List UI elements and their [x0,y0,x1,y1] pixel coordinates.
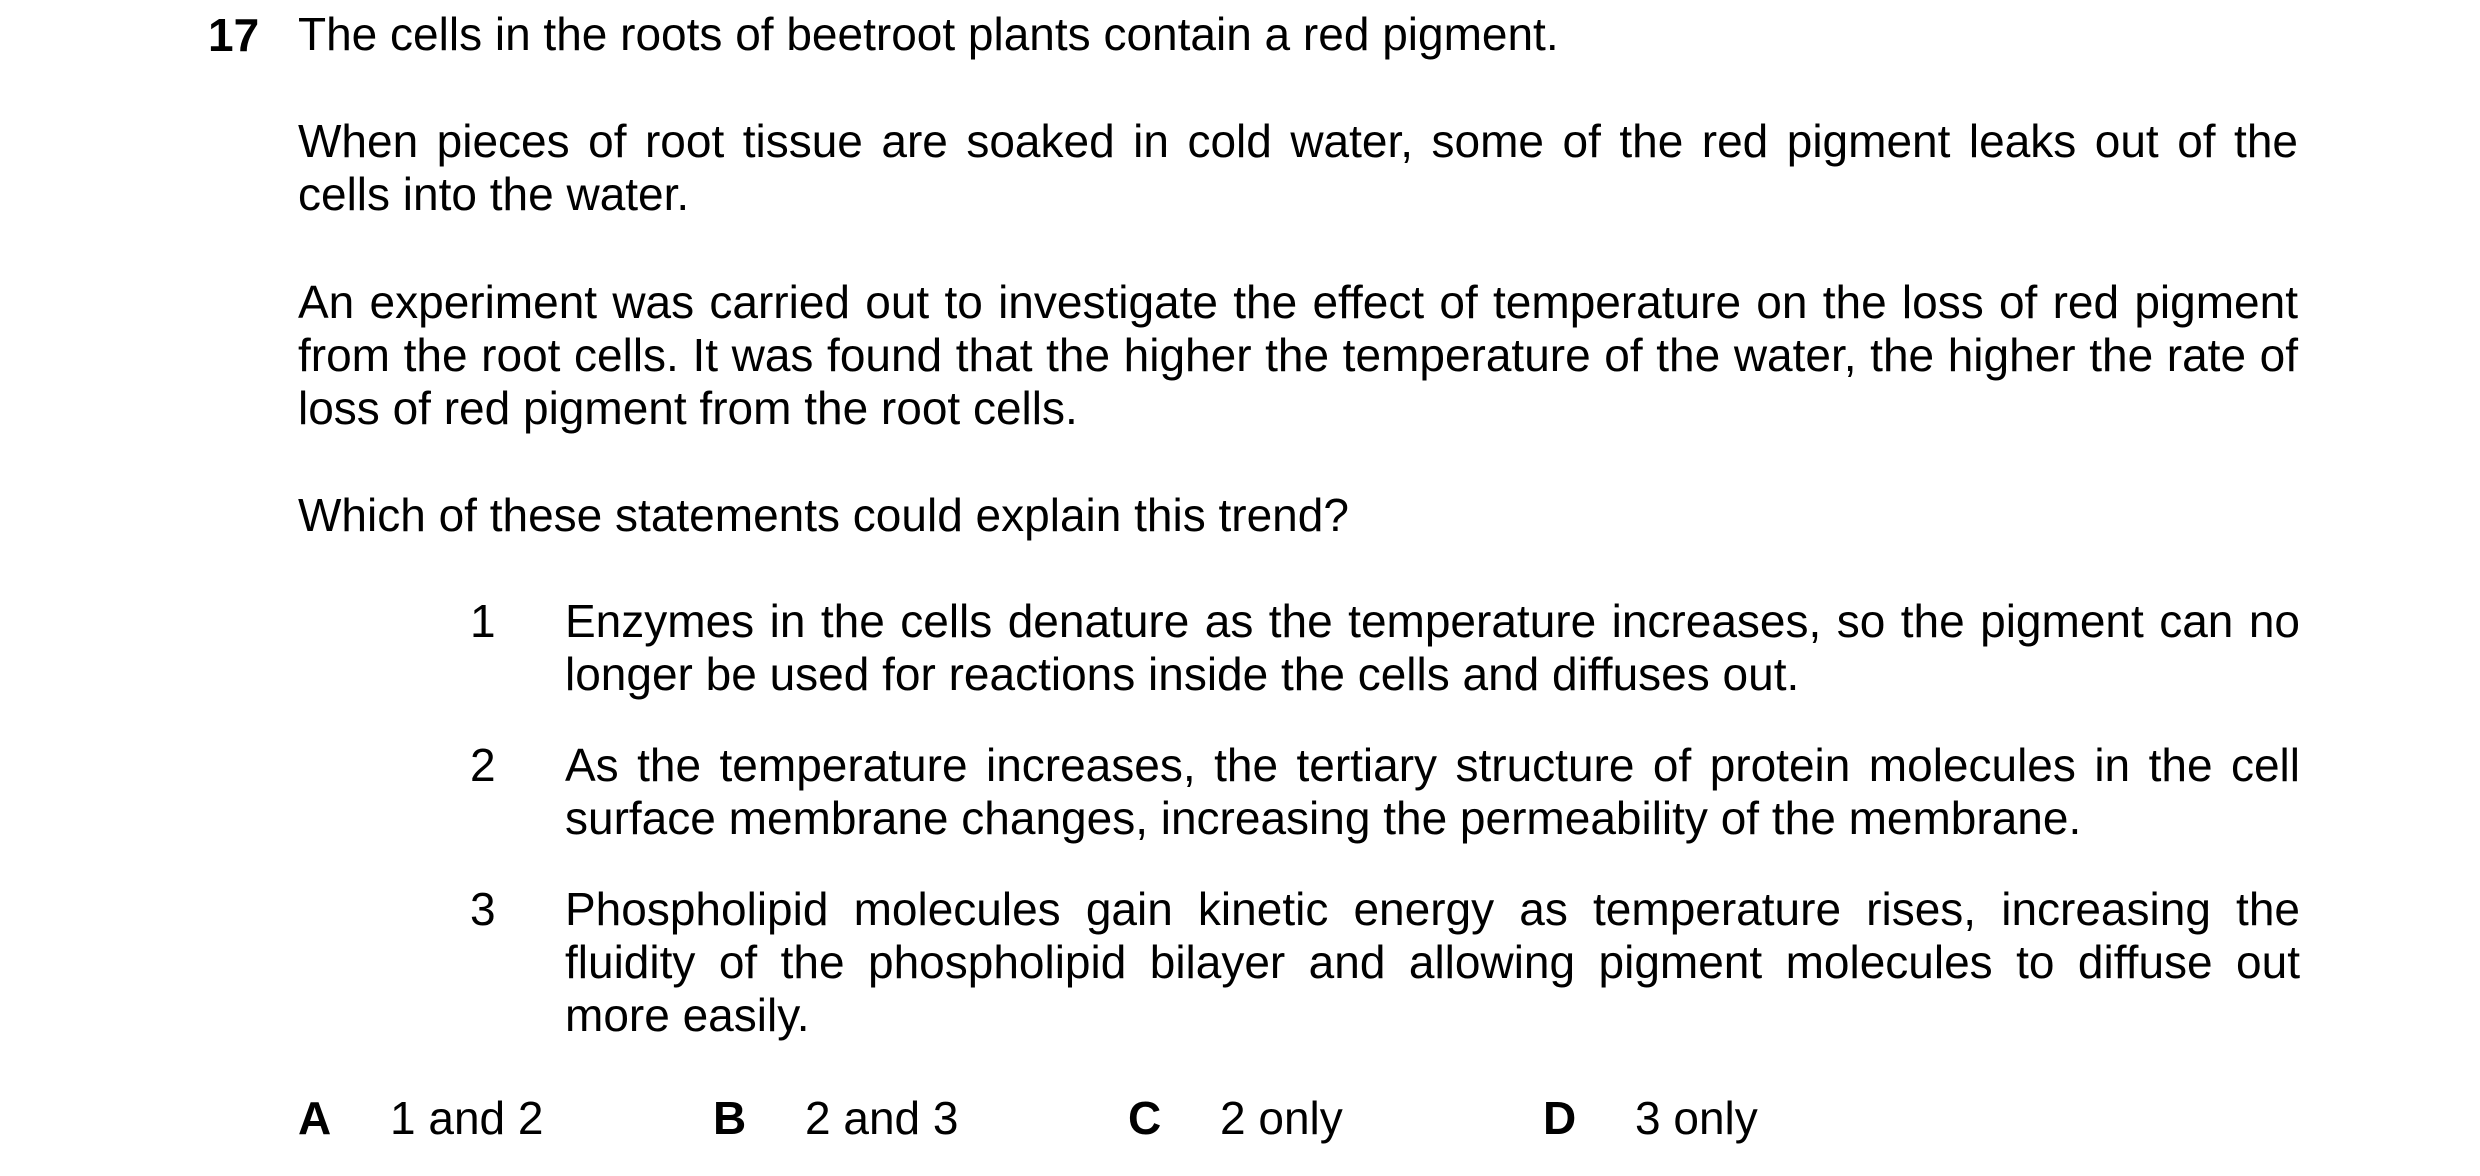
option-letter: D [1543,1092,1577,1144]
question-leak-text: When pieces of root tissue are soaked in cold water, some of the red pigment leaks out of the cells into the water. [298,115,2298,220]
statement-text: Phospholipid molecules gain kinetic energy as temperature rises, increasing the fluidity of the phospholipid bilayer and allowing pigment molecules to diffuse out more easily. [565,883,2300,1041]
option-text: 2 and 3 [805,1092,959,1144]
option-letter: A [298,1092,332,1144]
statement-number: 3 [470,883,496,935]
option-letter: C [1128,1092,1162,1144]
statement-text: Enzymes in the cells denature as the temperature increases, so the pigment can no longer be used for reactions inside the cells and diffuses out. [565,595,2300,700]
statement-text: As the temperature increases, the tertiary structure of protein molecules in the cell surface membrane changes, increasing the permeability of the membrane. [565,739,2300,844]
answer-options [0,1092,2480,1152]
question-prompt: Which of these statements could explain this trend? [298,489,1349,541]
option-text: 2 only [1220,1092,1343,1144]
statement-number: 1 [470,595,496,647]
option-text: 3 only [1635,1092,1758,1144]
question-number: 17 [208,9,260,61]
option-text: 1 and 2 [390,1092,544,1144]
statement-number: 2 [470,739,496,791]
question-experiment-text: An experiment was carried out to investigate the effect of temperature on the loss of red pigment from the root cells. It was found that the higher the temperature of the water, the higher the rate of loss of red pigment from the root cells. [298,276,2298,434]
question-intro: The cells in the roots of beetroot plants contain a red pigment. [298,8,1559,60]
option-letter: B [713,1092,747,1144]
